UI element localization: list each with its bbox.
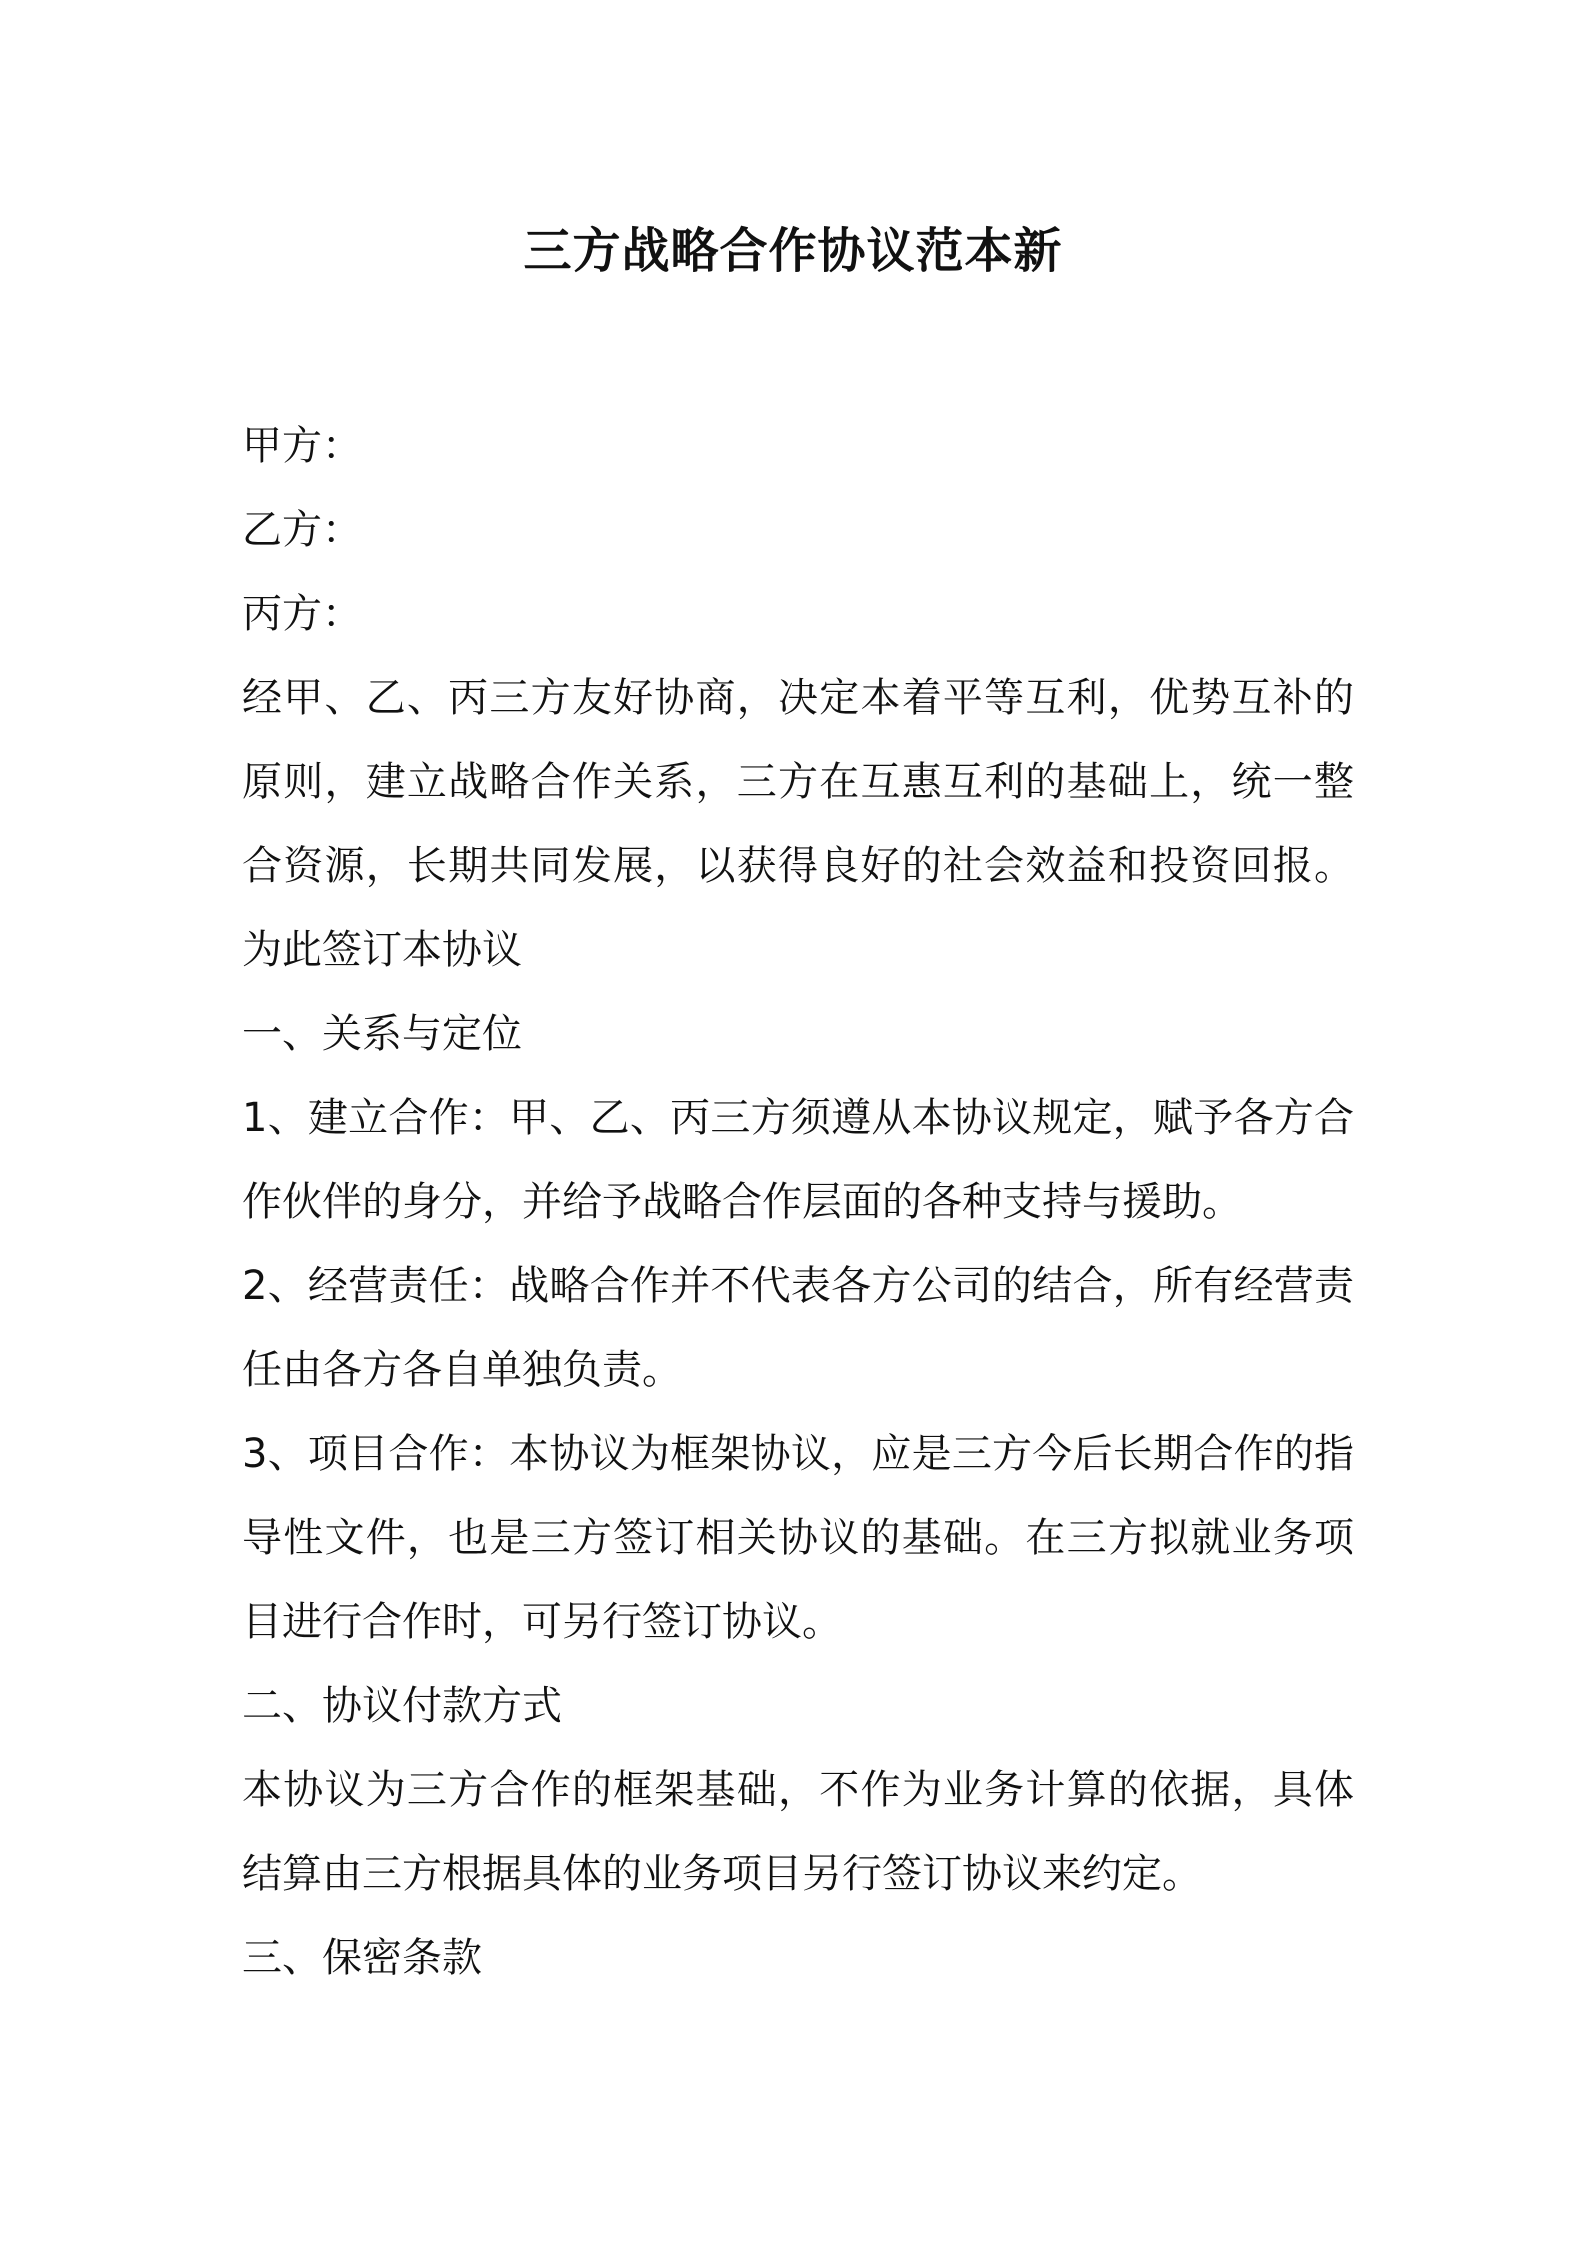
document-title: 三方战略合作协议范本新 <box>523 223 1063 279</box>
party-a-line: 甲方： <box>242 423 362 469</box>
section-heading-payment: 二、协议付款方式 <box>242 1683 562 1729</box>
party-c-line: 丙方： <box>242 591 362 637</box>
clause-operating-responsibility: 2、经营责任：战略合作并不代表各方公司的结合，所有经营责任由各方各自单独负责。 <box>242 1263 1354 1393</box>
party-b-line: 乙方： <box>242 507 362 553</box>
clause-establish-cooperation: 1、建立合作：甲、乙、丙三方须遵从本协议规定，赋予各方合作伙伴的身分，并给予战略合作层面的各种支持与援助。 <box>242 1095 1354 1225</box>
preamble-paragraph: 经甲、乙、丙三方友好协商，决定本着平等互利，优势互补的原则，建立战略合作关系，三方在互惠互利的基础上，统一整合资源，长期共同发展，以获得良好的社会效益和投资回报。为此签订本协议 <box>242 675 1354 973</box>
section-heading-relationship: 一、关系与定位 <box>242 1011 522 1057</box>
section-heading-confidentiality: 三、保密条款 <box>242 1935 482 1981</box>
clause-payment-basis: 本协议为三方合作的框架基础，不作为业务计算的依据，具体结算由三方根据具体的业务项目另行签订协议来约定。 <box>242 1767 1354 1897</box>
clause-project-cooperation: 3、项目合作：本协议为框架协议，应是三方今后长期合作的指导性文件，也是三方签订相关协议的基础。在三方拟就业务项目进行合作时，可另行签订协议。 <box>242 1431 1354 1645</box>
document-body <box>242 404 1354 2000</box>
